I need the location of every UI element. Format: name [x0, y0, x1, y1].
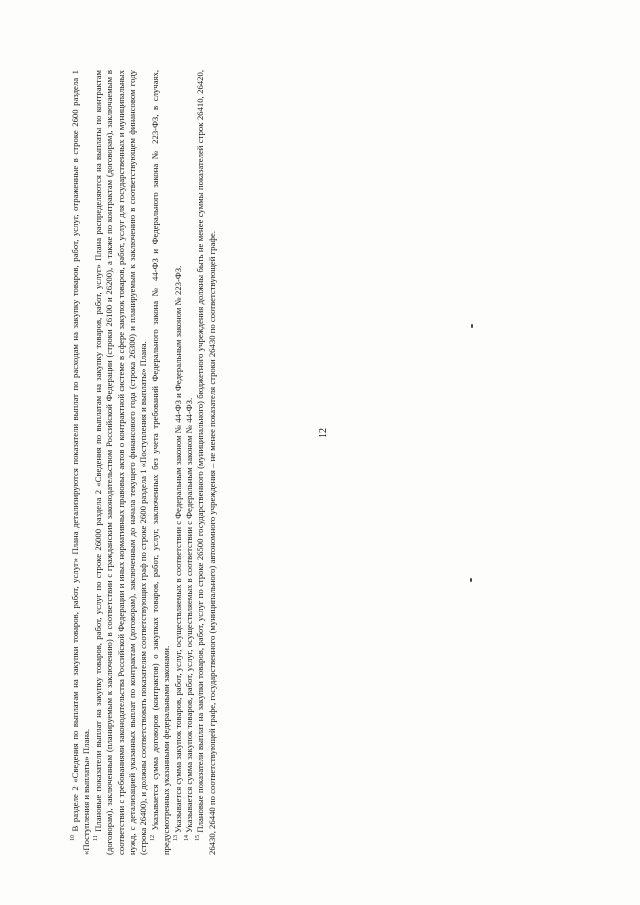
- footnote-mark: 13: [172, 835, 179, 841]
- scan-speck: [470, 578, 472, 582]
- footnote-mark: 11: [92, 835, 99, 841]
- footnote-13: [173, 70, 184, 855]
- footnote-10: [70, 70, 93, 855]
- scan-speck: [471, 324, 473, 328]
- page-number: 12: [318, 428, 329, 438]
- footnote-text: Указывается сумма закупок товаров, работ, услуг, осуществляемых в соответствии с Федеральным законом № 44-ФЗ.: [184, 397, 195, 835]
- footnote-mark: 15: [195, 835, 202, 841]
- footnote-mark: 10: [70, 835, 77, 841]
- footnote-text: Указывается сумма договоров (контрактов) о закупках товаров, работ, услуг, заключенных без учета требований Федерального закона № 44-ФЗ и Федерального закона № 223-ФЗ, в случаях, предусмотренных указанными федеральными законами.: [149, 70, 172, 855]
- footnote-14: [184, 70, 195, 855]
- footnote-text: Плановые показатели выплат на закупки товаров, работ, услуг по строке 26500 государственного (муниципального) бюджетного учреждения должны быть не менее суммы показателей строк 26410, 26420, 26430, 26440 по соответствующей графе, государственного (муниципального) автономного учреждения – не менее показателя строки 26430 по соответствующей графе.: [195, 70, 217, 855]
- footnote-15: [195, 70, 218, 855]
- footnote-text: Указывается сумма закупок товаров, работ, услуг, осуществляемых в соответствии с Федеральным законом № 44-ФЗ и Федеральным законом № 223-ФЗ.: [172, 265, 183, 835]
- footnote-11: [93, 70, 150, 855]
- footnotes-block: [70, 70, 270, 855]
- footnote-text: Плановые показатели выплат на закупку товаров, работ, услуг по строке 26000 раздела 2 «Сведения по выплатам на закупку товаров, работ, услуг» Плана распределяются на выплаты по контрактам (договорам), заключенным (планируемым к заключению) в соответствии с гражданским законодательством Российской Федерации (строки 26100 и 26200), а также по контрактам (договорам), заключаемым в соответствии с требованиями законодательства Российской Федерации и иных нормативных правовых актов о контрактной системе в сфере закупок товаров, работ, услуг для государственных и муниципальных нужд, с детализацией указанных выплат по контрактам (договорам), заключенным до начала текущего финансового года (строка 26300) и планируемым к заключению в соответствующем финансовом году (строка 26400), и должны соответствовать показателям соответствующих граф по строке 2600 раздела 1 «Поступления и выплаты» Плана.: [92, 70, 149, 855]
- footnote-text: В разделе 2 «Сведения по выплатам на закупки товаров, работ, услуг» Плана детализируются показатели выплат по расходам на закупку товаров, работ, услуг, отраженные в строке 2600 раздела 1 «Поступления и выплаты» Плана.: [70, 70, 92, 855]
- footnote-mark: 14: [184, 835, 191, 841]
- footnote-mark: 12: [149, 835, 156, 841]
- footnote-12: [150, 70, 173, 855]
